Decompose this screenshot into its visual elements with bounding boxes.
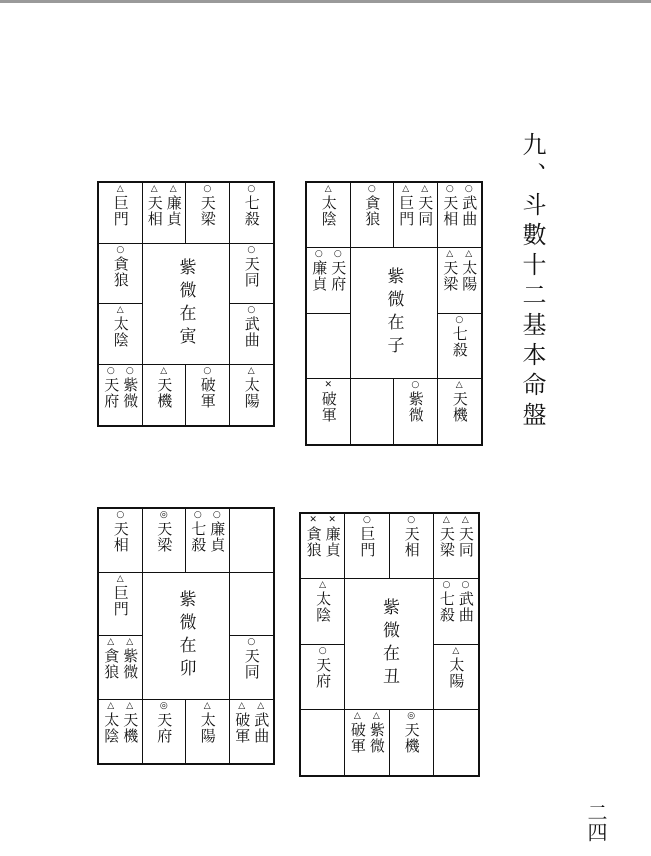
- palace-cell: [230, 365, 274, 426]
- star-entry: [358, 516, 375, 558]
- palace-cell: [307, 379, 351, 444]
- star-name: 太陽: [198, 711, 217, 744]
- star-entry: [155, 511, 172, 553]
- brightness-mark-icon: △: [238, 700, 246, 711]
- palace-cell: [143, 700, 187, 764]
- brightness-mark-icon: ○: [247, 305, 256, 315]
- brightness-mark-icon: ◎: [159, 700, 168, 711]
- star-name: 天府: [329, 260, 348, 293]
- star-entry: [199, 185, 216, 227]
- star-entry: [112, 575, 129, 617]
- star-name: 天梁: [155, 521, 174, 553]
- brightness-mark-icon: △: [372, 710, 380, 721]
- brightness-mark-icon: △: [324, 184, 332, 194]
- star-name: 七殺: [242, 195, 261, 227]
- brightness-mark-icon: △: [203, 700, 211, 711]
- brightness-mark-icon: △: [402, 184, 410, 194]
- brightness-mark-icon: ○: [445, 184, 454, 194]
- brightness-mark-icon: ✕: [324, 379, 333, 390]
- palace-cell: [307, 183, 351, 248]
- star-group: [99, 367, 142, 409]
- brightness-mark-icon: ○: [407, 515, 416, 525]
- brightness-mark-icon: ✕: [309, 515, 317, 525]
- brightness-mark-icon: △: [126, 637, 134, 647]
- palace-cell: [351, 183, 395, 248]
- star-entry: [403, 712, 420, 754]
- star-group: [186, 367, 229, 409]
- star-group: [307, 185, 350, 227]
- star-name: 貪狼: [363, 195, 382, 227]
- star-entry: [112, 511, 129, 553]
- star-entry: [112, 246, 129, 288]
- star-entry: [310, 250, 327, 292]
- star-entry: [112, 185, 129, 227]
- star-entry: [233, 702, 250, 744]
- star-entry: [324, 516, 341, 558]
- brightness-mark-icon: ○: [116, 510, 125, 520]
- star-entry: [407, 381, 424, 423]
- star-name: 天同: [242, 255, 261, 288]
- palace-cell: [434, 514, 478, 579]
- star-name: 太陽: [460, 260, 479, 293]
- star-name: 廉貞: [310, 260, 329, 293]
- star-group: [307, 381, 350, 423]
- star-group: [394, 185, 437, 227]
- palace-cell: [186, 365, 230, 426]
- palace-cell: [143, 509, 187, 573]
- palace-cell: [99, 304, 143, 365]
- palace-cell: [307, 248, 351, 313]
- star-group: [438, 316, 482, 358]
- brightness-mark-icon: ○: [464, 184, 473, 194]
- brightness-mark-icon: ○: [362, 515, 371, 525]
- star-group: [390, 712, 433, 754]
- brightness-mark-icon: ○: [455, 314, 464, 325]
- palace-cell: [230, 636, 274, 700]
- star-name: 天梁: [441, 260, 460, 293]
- palace-cell: [301, 514, 345, 579]
- star-name: 武曲: [460, 195, 479, 227]
- star-group: [230, 246, 274, 288]
- star-name: 太陽: [242, 376, 261, 409]
- brightness-mark-icon: △: [126, 700, 134, 711]
- brightness-mark-icon: △: [116, 573, 124, 584]
- star-name: 天同: [456, 526, 475, 558]
- star-name: 廉貞: [164, 195, 183, 227]
- star-group: [99, 638, 142, 680]
- star-entry: [403, 516, 420, 558]
- star-group: [345, 516, 388, 558]
- star-name: 七殺: [450, 325, 469, 358]
- star-entry: [121, 367, 138, 409]
- star-entry: [320, 185, 337, 227]
- chart-center-title-box: [143, 573, 230, 700]
- star-group: [99, 185, 142, 227]
- chart-ziwei-in-mao: [97, 507, 275, 765]
- palace-cell: [394, 379, 438, 444]
- brightness-mark-icon: ○: [367, 184, 376, 194]
- chart-title: 紫微在寅: [175, 257, 196, 350]
- brightness-mark-icon: ○: [411, 379, 420, 390]
- star-group: [301, 516, 344, 558]
- palace-cell: [230, 509, 274, 573]
- chart-center-title-box: [143, 244, 230, 365]
- star-name: 天同: [416, 195, 435, 227]
- star-group: [230, 185, 274, 227]
- star-group: [434, 581, 478, 623]
- palace-cell: [99, 183, 143, 244]
- star-name: 七殺: [189, 521, 208, 553]
- star-entry: [146, 185, 163, 227]
- star-name: 天機: [155, 376, 174, 409]
- brightness-mark-icon: △: [257, 700, 265, 711]
- star-name: 七殺: [437, 591, 456, 624]
- star-name: 紫微: [406, 390, 425, 423]
- brightness-mark-icon: ○: [212, 510, 221, 520]
- palace-cell: [390, 710, 434, 775]
- star-entry: [102, 702, 119, 744]
- palace-cell: [99, 509, 143, 573]
- palace-cell: [351, 379, 395, 444]
- star-name: 紫微: [121, 376, 140, 409]
- palace-cell: [99, 636, 143, 700]
- brightness-mark-icon: △: [169, 184, 177, 194]
- star-name: 巨門: [358, 526, 377, 558]
- brightness-mark-icon: ○: [247, 244, 256, 255]
- palace-cell: [301, 710, 345, 775]
- star-entry: [438, 516, 455, 558]
- palace-cell: [390, 514, 434, 579]
- star-entry: [441, 185, 458, 227]
- star-entry: [155, 702, 172, 744]
- chart-center-title-box: [345, 579, 434, 710]
- star-name: 天相: [402, 526, 421, 558]
- star-entry: [349, 712, 366, 754]
- star-group: [434, 647, 478, 689]
- star-name: 破軍: [348, 721, 367, 754]
- star-group: [394, 381, 437, 423]
- palace-cell: [143, 365, 187, 426]
- palace-cell: [438, 314, 482, 379]
- star-group: [438, 185, 482, 227]
- star-name: 紫微: [367, 721, 386, 754]
- star-entry: [363, 185, 380, 227]
- star-entry: [451, 381, 468, 423]
- brightness-mark-icon: ○: [125, 365, 134, 376]
- star-name: 太陰: [319, 195, 338, 227]
- star-name: 紫微: [121, 648, 140, 680]
- brightness-mark-icon: △: [160, 365, 168, 376]
- star-group: [351, 185, 394, 227]
- palace-cell: [438, 379, 482, 444]
- star-group: [186, 511, 229, 553]
- palace-cell: [394, 183, 438, 248]
- chart-title: 紫微在丑: [379, 598, 399, 690]
- palace-cell: [434, 710, 478, 775]
- brightness-mark-icon: ○: [203, 365, 212, 376]
- page-title: 九、斗數十二基本命盤: [518, 132, 546, 432]
- star-entry: [155, 367, 172, 409]
- star-group: [230, 306, 274, 348]
- star-entry: [165, 185, 182, 227]
- palace-cell: [99, 244, 143, 305]
- star-group: [143, 185, 186, 227]
- star-entry: [208, 511, 225, 553]
- palace-cell: [99, 365, 143, 426]
- star-entry: [252, 702, 269, 744]
- brightness-mark-icon: ○: [106, 365, 115, 376]
- star-entry: [243, 638, 260, 680]
- brightness-mark-icon: ○: [461, 580, 470, 591]
- brightness-mark-icon: ○: [247, 637, 256, 647]
- brightness-mark-icon: △: [452, 645, 460, 656]
- star-entry: [199, 702, 216, 744]
- brightness-mark-icon: △: [461, 515, 469, 525]
- palace-cell: [230, 183, 274, 244]
- chart-center-title-box: [351, 248, 438, 379]
- palace-cell: [99, 573, 143, 637]
- palace-cell: [434, 579, 478, 644]
- star-entry: [305, 516, 322, 558]
- star-name: 巨門: [111, 195, 130, 227]
- star-name: 武曲: [456, 591, 475, 624]
- star-name: 太陰: [314, 591, 333, 624]
- star-name: 天府: [102, 376, 121, 409]
- brightness-mark-icon: △: [107, 700, 115, 711]
- chart-ziwei-in-zi: [305, 181, 483, 446]
- palace-cell: [230, 573, 274, 637]
- star-name: 天同: [242, 648, 261, 680]
- star-entry: [243, 306, 260, 348]
- star-entry: [314, 581, 331, 623]
- star-group: [438, 250, 482, 292]
- star-group: [99, 511, 142, 553]
- palace-cell: [143, 183, 187, 244]
- star-group: [345, 712, 388, 754]
- page-number: 二四: [584, 802, 608, 842]
- star-name: 天機: [402, 721, 421, 754]
- brightness-mark-icon: ○: [333, 249, 342, 260]
- star-name: 天梁: [437, 526, 456, 558]
- star-name: 天梁: [198, 195, 217, 227]
- palace-cell: [230, 304, 274, 365]
- star-name: 廉貞: [323, 526, 342, 558]
- star-name: 天相: [145, 195, 164, 227]
- palace-cell: [186, 509, 230, 573]
- brightness-mark-icon: ○: [203, 184, 212, 194]
- star-entry: [451, 316, 468, 358]
- star-name: 破軍: [319, 390, 338, 423]
- star-group: [99, 702, 142, 744]
- star-name: 太陽: [447, 656, 466, 689]
- star-name: 天府: [155, 711, 174, 744]
- star-group: [186, 185, 229, 227]
- star-name: 貪狼: [304, 526, 323, 558]
- palace-cell: [438, 183, 482, 248]
- star-entry: [314, 647, 331, 689]
- star-entry: [121, 702, 138, 744]
- star-name: 貪狼: [102, 648, 121, 680]
- palace-cell: [307, 314, 351, 379]
- star-name: 天府: [314, 656, 333, 689]
- star-entry: [243, 185, 260, 227]
- star-entry: [441, 250, 458, 292]
- star-entry: [189, 511, 206, 553]
- star-name: 破軍: [198, 376, 217, 409]
- brightness-mark-icon: ◎: [407, 710, 416, 721]
- palace-cell: [230, 244, 274, 305]
- star-name: 武曲: [252, 711, 271, 744]
- star-group: [143, 511, 186, 553]
- brightness-mark-icon: ○: [314, 249, 323, 260]
- palace-cell: [345, 514, 389, 579]
- brightness-mark-icon: △: [247, 365, 255, 376]
- star-entry: [460, 250, 477, 292]
- brightness-mark-icon: △: [465, 249, 473, 260]
- brightness-mark-icon: ○: [193, 510, 202, 520]
- star-entry: [416, 185, 433, 227]
- star-entry: [320, 381, 337, 423]
- star-entry: [243, 367, 260, 409]
- star-entry: [457, 581, 474, 623]
- brightness-mark-icon: ○: [442, 580, 451, 591]
- brightness-mark-icon: △: [442, 515, 450, 525]
- chart-title: 紫微在卯: [175, 589, 196, 682]
- palace-cell: [301, 645, 345, 710]
- star-name: 武曲: [242, 316, 261, 348]
- star-entry: [397, 185, 414, 227]
- star-entry: [102, 638, 119, 680]
- star-entry: [447, 647, 464, 689]
- star-group: [438, 381, 482, 423]
- star-entry: [368, 712, 385, 754]
- star-entry: [329, 250, 346, 292]
- palace-cell: [230, 700, 274, 764]
- star-group: [230, 367, 274, 409]
- star-entry: [438, 581, 455, 623]
- brightness-mark-icon: △: [150, 184, 158, 194]
- star-name: 天相: [441, 195, 460, 227]
- star-entry: [243, 246, 260, 288]
- star-group: [99, 575, 142, 617]
- star-name: 天相: [111, 521, 130, 553]
- star-group: [230, 702, 274, 744]
- star-group: [301, 581, 344, 623]
- star-entry: [460, 185, 477, 227]
- brightness-mark-icon: ✕: [328, 515, 336, 525]
- brightness-mark-icon: ◎: [159, 510, 168, 520]
- star-group: [230, 638, 274, 680]
- brightness-mark-icon: △: [116, 305, 124, 315]
- brightness-mark-icon: △: [319, 580, 327, 591]
- palace-cell: [345, 710, 389, 775]
- palace-cell: [186, 700, 230, 764]
- palace-cell: [186, 183, 230, 244]
- star-name: 太陰: [111, 316, 130, 348]
- brightness-mark-icon: △: [353, 710, 361, 721]
- star-group: [143, 367, 186, 409]
- brightness-mark-icon: ○: [116, 244, 125, 255]
- top-border-line: [0, 0, 651, 3]
- star-name: 天機: [121, 711, 140, 744]
- star-name: 巨門: [111, 584, 130, 617]
- star-name: 太陰: [102, 711, 121, 744]
- star-group: [186, 702, 229, 744]
- star-name: 巨門: [397, 195, 416, 227]
- chart-ziwei-in-chou: [299, 512, 480, 777]
- star-entry: [102, 367, 119, 409]
- brightness-mark-icon: △: [116, 184, 124, 194]
- star-entry: [112, 306, 129, 348]
- star-group: [307, 250, 350, 292]
- palace-cell: [99, 700, 143, 764]
- brightness-mark-icon: ○: [318, 645, 327, 656]
- palace-cell: [438, 248, 482, 313]
- brightness-mark-icon: △: [421, 184, 429, 194]
- chart-title: 紫微在子: [383, 267, 404, 359]
- star-name: 廉貞: [208, 521, 227, 553]
- star-entry: [457, 516, 474, 558]
- star-group: [390, 516, 433, 558]
- star-name: 天機: [450, 390, 469, 423]
- star-group: [301, 647, 344, 689]
- brightness-mark-icon: △: [446, 249, 454, 260]
- palace-cell: [301, 579, 345, 644]
- brightness-mark-icon: △: [107, 637, 115, 647]
- brightness-mark-icon: ○: [247, 184, 256, 194]
- star-name: 貪狼: [111, 255, 130, 288]
- palace-cell: [434, 645, 478, 710]
- star-entry: [199, 367, 216, 409]
- star-name: 破軍: [233, 711, 252, 744]
- star-group: [143, 702, 186, 744]
- chart-ziwei-in-yin: [97, 181, 275, 427]
- star-entry: [121, 638, 138, 680]
- star-group: [99, 246, 142, 288]
- brightness-mark-icon: △: [455, 379, 463, 390]
- star-group: [434, 516, 478, 558]
- star-group: [99, 306, 142, 348]
